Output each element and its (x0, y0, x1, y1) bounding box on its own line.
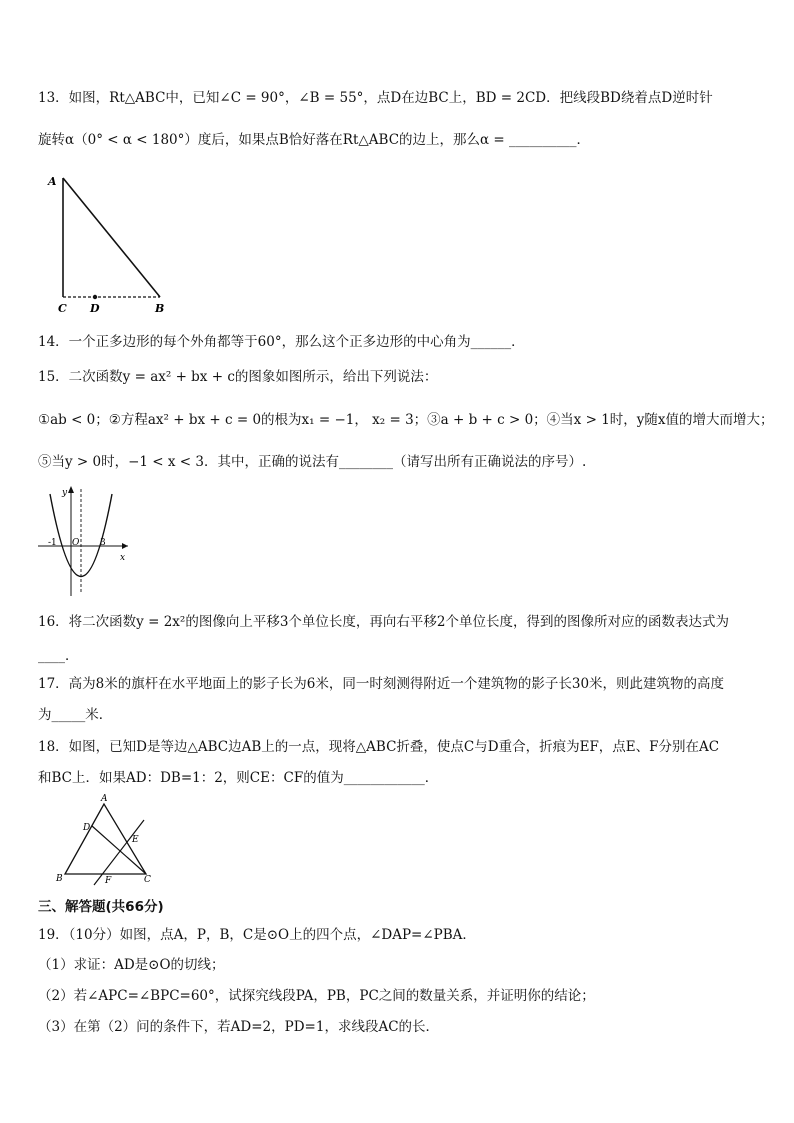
label-a: A (101, 794, 108, 804)
q18-line-1: 18．如图，已知D是等边△ABC边AB上的一点，现将△ABC折叠，使点C与D重合，折痕为EF，点E、F分别在AC (38, 739, 720, 755)
section-heading: 三、解答题(共66分) (38, 899, 164, 915)
label-b: B (155, 302, 165, 315)
q14-line-1: 14．一个正多边形的每个外角都等于60°，那么这个正多边形的中心角为______． (38, 334, 525, 350)
label-3: 3 (100, 538, 106, 548)
q13-line-1: 13．如图，Rt△ABC中，已知∠C = 90°，∠B = 55°，点D在边BC上，BD = 2CD．把线段BD绕着点D逆时针 (38, 90, 713, 106)
q13-line-2: 旋转α（0° < α < 180°）度后，如果点B恰好落在Rt△ABC的边上，那么α = __________． (38, 132, 591, 148)
q18-line-2: 和BC上．如果AD：DB=1：2，则CE：CF的值为____________． (38, 770, 439, 786)
label-b: B (56, 874, 63, 884)
label-d: D (90, 302, 100, 315)
segment-dc (92, 826, 146, 874)
y-axis-arrow-icon (68, 486, 74, 493)
q19-line-2: （1）求证：AD是⊙O的切线； (38, 957, 225, 973)
label-origin: O (72, 538, 80, 548)
q19-line-3: （2）若∠APC=∠BPC=60°，试探究线段PA，PB，PC之间的数量关系，并证明你的结论； (38, 988, 595, 1004)
q13-triangle-figure (40, 170, 180, 315)
side-ab (63, 178, 160, 297)
x-axis-arrow-icon (122, 543, 128, 549)
label-c: C (144, 875, 151, 885)
label-y: y (62, 488, 68, 498)
q18-triangle-figure (50, 792, 160, 892)
label-neg1: -1 (48, 538, 57, 548)
q17-line-2: 为_____米． (38, 707, 113, 723)
q15-line-3: ⑤当y > 0时，−1 < x < 3．其中，正确的说法有________（请写出所有正确说法的序号）. (38, 454, 587, 470)
label-a: A (48, 175, 57, 188)
q16-line-2: ____． (38, 648, 79, 664)
label-f: F (105, 876, 112, 886)
q15-line-1: 15．二次函数y = ax² + bx + c的图象如图所示，给出下列说法： (38, 369, 438, 385)
q19-line-1: 19．（10分）如图，点A，P，B，C是⊙O上的四个点，∠DAP=∠PBA． (38, 927, 476, 943)
q19-line-4: （3）在第（2）问的条件下，若AD=2，PD=1，求线段AC的长． (38, 1019, 440, 1035)
point-d (93, 295, 97, 299)
q15-line-2: ①ab < 0；②方程ax² + bx + c = 0的根为x₁ = −1， x₂ = 3；③a + b + c > 0；④当x > 1时，y随x值的增大而增大； (38, 412, 774, 428)
q15-parabola-graph (38, 484, 138, 599)
label-e: E (132, 835, 139, 845)
q17-line-1: 17．高为8米的旗杆在水平地面上的影子长为6米，同一时刻测得附近一个建筑物的影子长30米，则此建筑物的高度 (38, 676, 725, 692)
q16-line-1: 16．将二次函数y = 2x²的图像向上平移3个单位长度，再向右平移2个单位长度，得到的图像所对应的函数表达式为 (38, 614, 729, 630)
label-x: x (120, 553, 126, 563)
label-d: D (83, 823, 91, 833)
label-c: C (58, 302, 67, 315)
